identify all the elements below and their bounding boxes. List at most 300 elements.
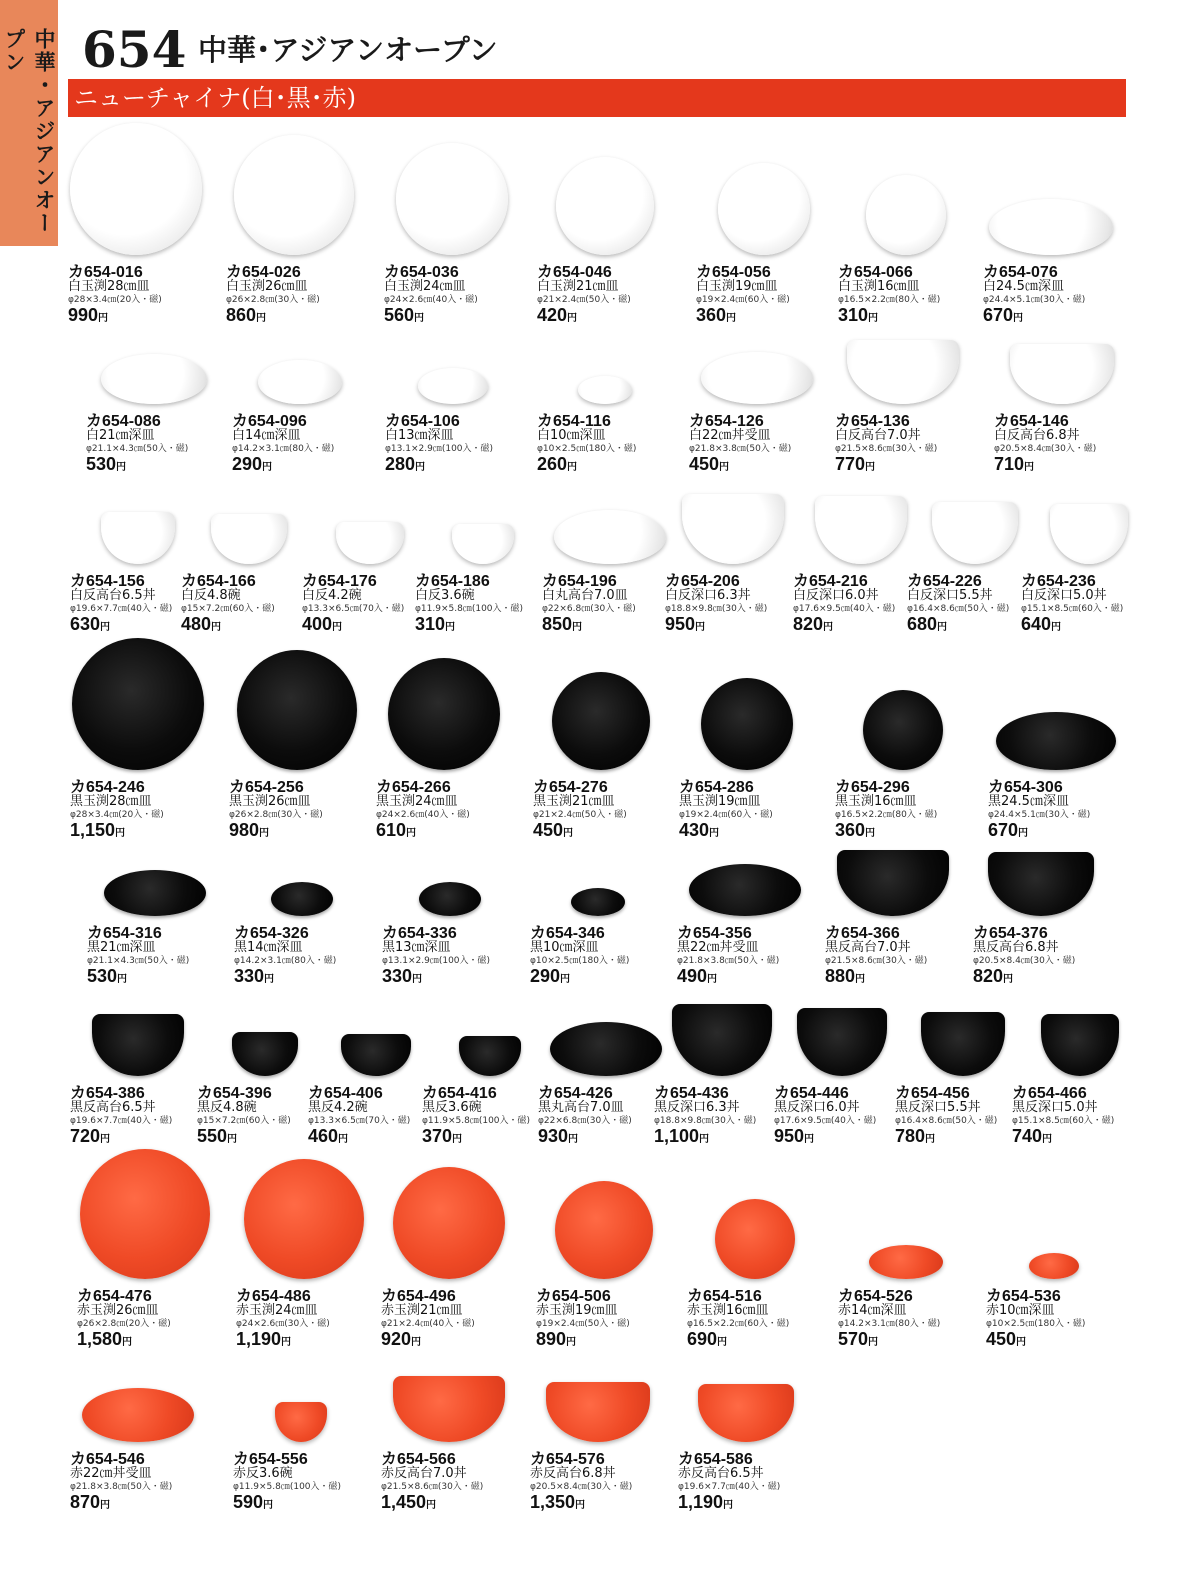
product-price: 310円 xyxy=(415,614,456,634)
black-bowl-image xyxy=(92,1014,184,1076)
product-name: 赤反高台6.8丼 xyxy=(530,1466,616,1481)
product-name: 白反高台6.8丼 xyxy=(994,428,1080,443)
white-shallow-image xyxy=(989,199,1113,255)
product-name: 黒反高台6.5丼 xyxy=(70,1100,156,1115)
product-item xyxy=(986,1289,1146,1352)
white-bowl-image xyxy=(682,494,784,564)
product-size: φ16.5×2.2㎝(60入・磁) xyxy=(687,1319,790,1329)
product-item xyxy=(381,1452,541,1515)
yen-unit: 円 xyxy=(707,974,718,985)
product-code: カ654-466 xyxy=(1012,1085,1087,1102)
yen-unit: 円 xyxy=(823,622,834,633)
yen-unit: 円 xyxy=(1018,828,1029,839)
product-item xyxy=(70,1452,230,1515)
product-code: カ654-506 xyxy=(536,1288,611,1305)
product-name: 黒玉渕19㎝皿 xyxy=(679,794,761,809)
red-shallow-image xyxy=(1029,1253,1079,1279)
product-name: 白反高台6.5丼 xyxy=(70,588,156,603)
red-shallow-image xyxy=(869,1245,943,1279)
product-price: 290円 xyxy=(530,966,571,986)
product-size: φ26×2.8㎝(30入・磁) xyxy=(226,295,320,305)
yen-unit: 円 xyxy=(98,313,109,324)
product-size: φ11.9×5.8㎝(100入・磁) xyxy=(415,604,524,614)
product-size: φ22×6.8㎝(30入・磁) xyxy=(538,1116,632,1126)
product-item xyxy=(533,780,693,843)
product-code: カ654-196 xyxy=(542,573,617,590)
product-item xyxy=(988,780,1148,843)
product-code: カ654-076 xyxy=(983,264,1058,281)
product-code: カ654-236 xyxy=(1021,573,1096,590)
white-shallow-image xyxy=(554,510,666,564)
product-price: 570円 xyxy=(838,1329,879,1349)
product-code: カ654-496 xyxy=(381,1288,456,1305)
product-item xyxy=(1021,574,1181,637)
product-name: 黒10㎝深皿 xyxy=(530,940,599,955)
product-item xyxy=(973,926,1133,989)
white-bowl-image xyxy=(815,496,907,564)
red-plate-image xyxy=(555,1181,653,1279)
product-name: 黒反深口5.5丼 xyxy=(895,1100,981,1115)
product-price: 860円 xyxy=(226,305,267,325)
product-size: φ16.4×8.6㎝(50入・磁) xyxy=(895,1116,998,1126)
product-price: 1,450円 xyxy=(381,1492,437,1512)
product-price: 740円 xyxy=(1012,1126,1053,1146)
white-bowl-image xyxy=(932,502,1018,564)
product-size: φ15.1×8.5㎝(60入・磁) xyxy=(1021,604,1124,614)
product-code: カ654-296 xyxy=(835,779,910,796)
product-name: 赤22㎝丼受皿 xyxy=(70,1466,152,1481)
product-price: 930円 xyxy=(538,1126,579,1146)
product-name: 白反4.8碗 xyxy=(181,588,241,603)
red-plate-image xyxy=(80,1149,210,1279)
product-name: 白玉渕28㎝皿 xyxy=(68,279,150,294)
product-item xyxy=(530,926,690,989)
product-code: カ654-066 xyxy=(838,264,913,281)
product-code: カ654-556 xyxy=(233,1451,308,1468)
product-item xyxy=(687,1289,847,1352)
black-bowl-image xyxy=(459,1036,521,1076)
product-price: 370円 xyxy=(422,1126,463,1146)
product-code: カ654-386 xyxy=(70,1085,145,1102)
product-price: 780円 xyxy=(895,1126,936,1146)
product-size: φ19.6×7.7㎝(40入・磁) xyxy=(70,1116,173,1126)
yen-unit: 円 xyxy=(572,622,583,633)
product-name: 黒反高台6.8丼 xyxy=(973,940,1059,955)
product-code: カ654-446 xyxy=(774,1085,849,1102)
product-price: 720円 xyxy=(70,1126,111,1146)
product-code: カ654-536 xyxy=(986,1288,1061,1305)
product-name: 白玉渕19㎝皿 xyxy=(696,279,778,294)
product-name: 黒13㎝深皿 xyxy=(382,940,451,955)
product-size: φ10×2.5㎝(180入・磁) xyxy=(986,1319,1086,1329)
white-plate-image xyxy=(234,135,354,255)
product-size: φ16.5×2.2㎝(80入・磁) xyxy=(835,810,938,820)
product-item xyxy=(385,414,545,477)
product-item xyxy=(384,265,544,328)
yen-unit: 円 xyxy=(695,622,706,633)
product-name: 白玉渕16㎝皿 xyxy=(838,279,920,294)
yen-unit: 円 xyxy=(259,828,270,839)
product-size: φ13.3×6.5㎝(70入・磁) xyxy=(308,1116,411,1126)
product-price: 670円 xyxy=(983,305,1024,325)
product-name: 赤玉渕24㎝皿 xyxy=(236,1303,318,1318)
yen-unit: 円 xyxy=(100,1134,111,1145)
product-price: 870円 xyxy=(70,1492,111,1512)
product-code: カ654-356 xyxy=(677,925,752,942)
black-plate-image xyxy=(863,690,943,770)
product-size: φ13.3×6.5㎝(70入・磁) xyxy=(302,604,405,614)
product-code: カ654-126 xyxy=(689,413,764,430)
product-price: 360円 xyxy=(696,305,737,325)
white-bowl-image xyxy=(452,524,514,564)
yen-unit: 円 xyxy=(1042,1134,1053,1145)
yen-unit: 円 xyxy=(937,622,948,633)
product-item xyxy=(825,926,985,989)
product-size: φ24.4×5.1㎝(30入・磁) xyxy=(983,295,1086,305)
product-price: 290円 xyxy=(232,454,273,474)
white-plate-image xyxy=(70,123,202,255)
yen-unit: 円 xyxy=(719,462,730,473)
product-name: 白反4.2碗 xyxy=(302,588,362,603)
product-price: 850円 xyxy=(542,614,583,634)
product-size: φ24×2.6㎝(30入・磁) xyxy=(236,1319,330,1329)
yen-unit: 円 xyxy=(723,1500,734,1511)
black-shallow-image xyxy=(419,882,481,916)
red-bowl-image xyxy=(698,1384,794,1442)
product-name: 赤玉渕16㎝皿 xyxy=(687,1303,769,1318)
white-plate-image xyxy=(866,175,946,255)
white-bowl-image xyxy=(336,522,404,564)
product-name: 黒反深口6.0丼 xyxy=(774,1100,860,1115)
red-plate-image xyxy=(393,1167,505,1279)
page-number: 654 xyxy=(82,20,187,79)
product-price: 550円 xyxy=(197,1126,238,1146)
product-name: 赤反高台7.0丼 xyxy=(381,1466,467,1481)
white-shallow-image xyxy=(101,354,207,404)
product-name: 赤玉渕21㎝皿 xyxy=(381,1303,463,1318)
product-name: 黒24.5㎝深皿 xyxy=(988,794,1069,809)
product-code: カ654-526 xyxy=(838,1288,913,1305)
product-code: カ654-336 xyxy=(382,925,457,942)
product-item xyxy=(838,265,998,328)
product-code: カ654-116 xyxy=(537,413,611,430)
product-size: φ14.2×3.1㎝(80入・磁) xyxy=(232,444,335,454)
product-size: φ11.9×5.8㎝(100入・磁) xyxy=(233,1482,342,1492)
white-bowl-image xyxy=(1010,344,1114,404)
product-name: 白10㎝深皿 xyxy=(537,428,606,443)
black-plate-image xyxy=(72,638,204,770)
product-item xyxy=(229,780,389,843)
product-name: 黒22㎝丼受皿 xyxy=(677,940,759,955)
product-size: φ15.1×8.5㎝(60入・磁) xyxy=(1012,1116,1115,1126)
product-name: 黒14㎝深皿 xyxy=(234,940,303,955)
product-item xyxy=(835,414,995,477)
yen-unit: 円 xyxy=(412,974,423,985)
product-size: φ22×6.8㎝(30入・磁) xyxy=(542,604,636,614)
product-size: φ21.8×3.8㎝(50入・磁) xyxy=(689,444,792,454)
product-price: 450円 xyxy=(986,1329,1027,1349)
product-size: φ18.8×9.8㎝(30入・磁) xyxy=(654,1116,757,1126)
product-price: 920円 xyxy=(381,1329,422,1349)
product-price: 590円 xyxy=(233,1492,274,1512)
black-shallow-image xyxy=(689,864,801,916)
product-price: 680円 xyxy=(907,614,948,634)
black-shallow-image xyxy=(550,1022,662,1076)
product-name: 赤玉渕19㎝皿 xyxy=(536,1303,618,1318)
yen-unit: 円 xyxy=(256,313,267,324)
product-price: 880円 xyxy=(825,966,866,986)
product-size: φ21.8×3.8㎝(50入・磁) xyxy=(677,956,780,966)
product-code: カ654-226 xyxy=(907,573,982,590)
black-bowl-image xyxy=(921,1012,1005,1076)
yen-unit: 円 xyxy=(699,1134,710,1145)
product-size: φ15×7.2㎝(60入・磁) xyxy=(197,1116,291,1126)
product-code: カ654-396 xyxy=(197,1085,272,1102)
product-name: 黒玉渕24㎝皿 xyxy=(376,794,458,809)
product-code: カ654-216 xyxy=(793,573,868,590)
product-size: φ11.9×5.8㎝(100入・磁) xyxy=(422,1116,531,1126)
yen-unit: 円 xyxy=(868,1337,879,1348)
product-size: φ21.5×8.6㎝(30入・磁) xyxy=(381,1482,484,1492)
white-shallow-image xyxy=(418,368,488,404)
white-plate-image xyxy=(396,143,508,255)
product-size: φ14.2×3.1㎝(80入・磁) xyxy=(234,956,337,966)
product-item xyxy=(376,780,536,843)
product-code: カ654-306 xyxy=(988,779,1063,796)
product-price: 530円 xyxy=(87,966,128,986)
product-price: 770円 xyxy=(835,454,876,474)
product-name: 黒反4.2碗 xyxy=(308,1100,368,1115)
product-name: 黒玉渕26㎝皿 xyxy=(229,794,311,809)
red-bowl-image xyxy=(393,1376,505,1442)
product-code: カ654-406 xyxy=(308,1085,383,1102)
product-size: φ14.2×3.1㎝(80入・磁) xyxy=(838,1319,941,1329)
product-item xyxy=(87,926,247,989)
red-plate-image xyxy=(244,1159,364,1279)
product-size: φ17.6×9.5㎝(40入・磁) xyxy=(774,1116,877,1126)
product-name: 白反深口6.3丼 xyxy=(665,588,751,603)
yen-unit: 円 xyxy=(566,1337,577,1348)
product-price: 690円 xyxy=(687,1329,728,1349)
product-code: カ654-086 xyxy=(86,413,161,430)
product-price: 820円 xyxy=(793,614,834,634)
product-price: 490円 xyxy=(677,966,718,986)
black-shallow-image xyxy=(996,712,1116,770)
section-banner xyxy=(68,79,1126,117)
black-shallow-image xyxy=(104,870,206,916)
product-item xyxy=(86,414,246,477)
product-code: カ654-026 xyxy=(226,264,301,281)
product-size: φ10×2.5㎝(180入・磁) xyxy=(530,956,630,966)
product-name: 赤10㎝深皿 xyxy=(986,1303,1055,1318)
product-item xyxy=(381,1289,541,1352)
yen-unit: 円 xyxy=(567,313,578,324)
product-size: φ21×2.4㎝(40入・磁) xyxy=(381,1319,475,1329)
product-size: φ21.1×4.3㎝(50入・磁) xyxy=(86,444,189,454)
white-bowl-image xyxy=(211,514,287,564)
white-bowl-image xyxy=(1050,504,1128,564)
black-plate-image xyxy=(552,672,650,770)
product-name: 白22㎝丼受皿 xyxy=(689,428,771,443)
product-code: カ654-576 xyxy=(530,1451,605,1468)
product-item xyxy=(77,1289,237,1352)
product-code: カ654-166 xyxy=(181,573,256,590)
product-price: 670円 xyxy=(988,820,1029,840)
product-item xyxy=(994,414,1154,477)
product-code: カ654-106 xyxy=(385,413,460,430)
product-code: カ654-476 xyxy=(77,1288,152,1305)
product-size: φ20.5×8.4㎝(30入・磁) xyxy=(973,956,1076,966)
product-size: φ19×2.4㎝(60入・磁) xyxy=(696,295,790,305)
product-name: 白反深口6.0丼 xyxy=(793,588,879,603)
yen-unit: 円 xyxy=(855,974,866,985)
white-plate-image xyxy=(718,163,810,255)
yen-unit: 円 xyxy=(563,828,574,839)
product-item xyxy=(232,414,392,477)
product-code: カ654-186 xyxy=(415,573,490,590)
product-price: 640円 xyxy=(1021,614,1062,634)
product-name: 黒玉渕16㎝皿 xyxy=(835,794,917,809)
product-item xyxy=(537,265,697,328)
side-tab-label: 中華・アジアンオープン xyxy=(2,28,57,235)
product-name: 赤14㎝深皿 xyxy=(838,1303,907,1318)
product-price: 400円 xyxy=(302,614,343,634)
product-size: φ19.6×7.7㎝(40入・磁) xyxy=(70,604,173,614)
red-plate-image xyxy=(715,1199,795,1279)
product-price: 430円 xyxy=(679,820,720,840)
product-item xyxy=(678,1452,838,1515)
product-item xyxy=(226,265,386,328)
product-price: 460円 xyxy=(308,1126,349,1146)
black-shallow-image xyxy=(271,882,333,916)
product-size: φ21.8×3.8㎝(50入・磁) xyxy=(70,1482,173,1492)
product-code: カ654-036 xyxy=(384,264,459,281)
product-code: カ654-246 xyxy=(70,779,145,796)
product-code: カ654-176 xyxy=(302,573,377,590)
yen-unit: 円 xyxy=(115,828,126,839)
white-bowl-image xyxy=(101,512,175,564)
product-size: φ21×2.4㎝(50入・磁) xyxy=(533,810,627,820)
product-name: 黒21㎝深皿 xyxy=(87,940,156,955)
product-price: 280円 xyxy=(385,454,426,474)
yen-unit: 円 xyxy=(568,1134,579,1145)
black-bowl-image xyxy=(797,1008,887,1076)
product-price: 310円 xyxy=(838,305,879,325)
product-size: φ26×2.8㎝(20入・磁) xyxy=(77,1319,171,1329)
product-price: 420円 xyxy=(537,305,578,325)
product-name: 黒反3.6碗 xyxy=(422,1100,482,1115)
product-size: φ26×2.8㎝(30入・磁) xyxy=(229,810,323,820)
product-price: 260円 xyxy=(537,454,578,474)
black-bowl-image xyxy=(837,850,949,916)
product-price: 890円 xyxy=(536,1329,577,1349)
product-name: 白玉渕21㎝皿 xyxy=(537,279,619,294)
yen-unit: 円 xyxy=(227,1134,238,1145)
product-size: φ24×2.6㎝(40入・磁) xyxy=(384,295,478,305)
yen-unit: 円 xyxy=(211,622,222,633)
yen-unit: 円 xyxy=(865,828,876,839)
yen-unit: 円 xyxy=(925,1134,936,1145)
red-shallow-image xyxy=(82,1388,194,1442)
product-code: カ654-016 xyxy=(68,264,143,281)
yen-unit: 円 xyxy=(804,1134,815,1145)
product-price: 820円 xyxy=(973,966,1014,986)
product-size: φ13.1×2.9㎝(100入・磁) xyxy=(382,956,491,966)
product-item xyxy=(983,265,1143,328)
white-shallow-image xyxy=(701,352,813,404)
product-name: 白21㎝深皿 xyxy=(86,428,155,443)
product-code: カ654-546 xyxy=(70,1451,145,1468)
product-size: φ28×3.4㎝(20入・磁) xyxy=(68,295,162,305)
yen-unit: 円 xyxy=(100,1500,111,1511)
yen-unit: 円 xyxy=(281,1337,292,1348)
yen-unit: 円 xyxy=(709,828,720,839)
product-item xyxy=(1012,1086,1172,1149)
product-item xyxy=(696,265,856,328)
yen-unit: 円 xyxy=(338,1134,349,1145)
yen-unit: 円 xyxy=(452,1134,463,1145)
product-name: 白反3.6碗 xyxy=(415,588,475,603)
product-size: φ10×2.5㎝(180入・磁) xyxy=(537,444,637,454)
product-code: カ654-316 xyxy=(87,925,162,942)
product-price: 630円 xyxy=(70,614,111,634)
product-item xyxy=(835,780,995,843)
product-price: 1,350円 xyxy=(530,1492,586,1512)
product-code: カ654-136 xyxy=(835,413,910,430)
product-name: 白反高台7.0丼 xyxy=(835,428,921,443)
product-price: 950円 xyxy=(774,1126,815,1146)
yen-unit: 円 xyxy=(264,974,275,985)
black-bowl-image xyxy=(1041,1014,1119,1076)
product-item xyxy=(536,1289,696,1352)
product-code: カ654-156 xyxy=(70,573,145,590)
product-size: φ15×7.2㎝(60入・磁) xyxy=(181,604,275,614)
product-size: φ19×2.4㎝(50入・磁) xyxy=(536,1319,630,1329)
product-name: 黒反深口6.3丼 xyxy=(654,1100,740,1115)
product-code: カ654-346 xyxy=(530,925,605,942)
product-name: 白14㎝深皿 xyxy=(232,428,301,443)
product-item xyxy=(68,265,228,328)
product-item xyxy=(70,780,230,843)
product-price: 480円 xyxy=(181,614,222,634)
product-code: カ654-516 xyxy=(687,1288,762,1305)
yen-unit: 円 xyxy=(1051,622,1062,633)
yen-unit: 円 xyxy=(717,1337,728,1348)
product-code: カ654-486 xyxy=(236,1288,311,1305)
side-category-tab xyxy=(0,0,58,246)
product-price: 450円 xyxy=(533,820,574,840)
product-size: φ21.5×8.6㎝(30入・磁) xyxy=(825,956,928,966)
white-plate-image xyxy=(556,157,654,255)
product-code: カ654-426 xyxy=(538,1085,613,1102)
product-item xyxy=(382,926,542,989)
product-code: カ654-376 xyxy=(973,925,1048,942)
product-price: 530円 xyxy=(86,454,127,474)
product-size: φ21.5×8.6㎝(30入・磁) xyxy=(835,444,938,454)
product-size: φ20.5×8.4㎝(30入・磁) xyxy=(994,444,1097,454)
product-code: カ654-436 xyxy=(654,1085,729,1102)
product-size: φ19×2.4㎝(60入・磁) xyxy=(679,810,773,820)
product-code: カ654-276 xyxy=(533,779,608,796)
yen-unit: 円 xyxy=(122,1337,133,1348)
yen-unit: 円 xyxy=(567,462,578,473)
product-size: φ24×2.6㎝(40入・磁) xyxy=(376,810,470,820)
product-price: 360円 xyxy=(835,820,876,840)
yen-unit: 円 xyxy=(726,313,737,324)
product-size: φ18.8×9.8㎝(30入・磁) xyxy=(665,604,768,614)
product-code: カ654-586 xyxy=(678,1451,753,1468)
product-name: 白24.5㎝深皿 xyxy=(983,279,1064,294)
